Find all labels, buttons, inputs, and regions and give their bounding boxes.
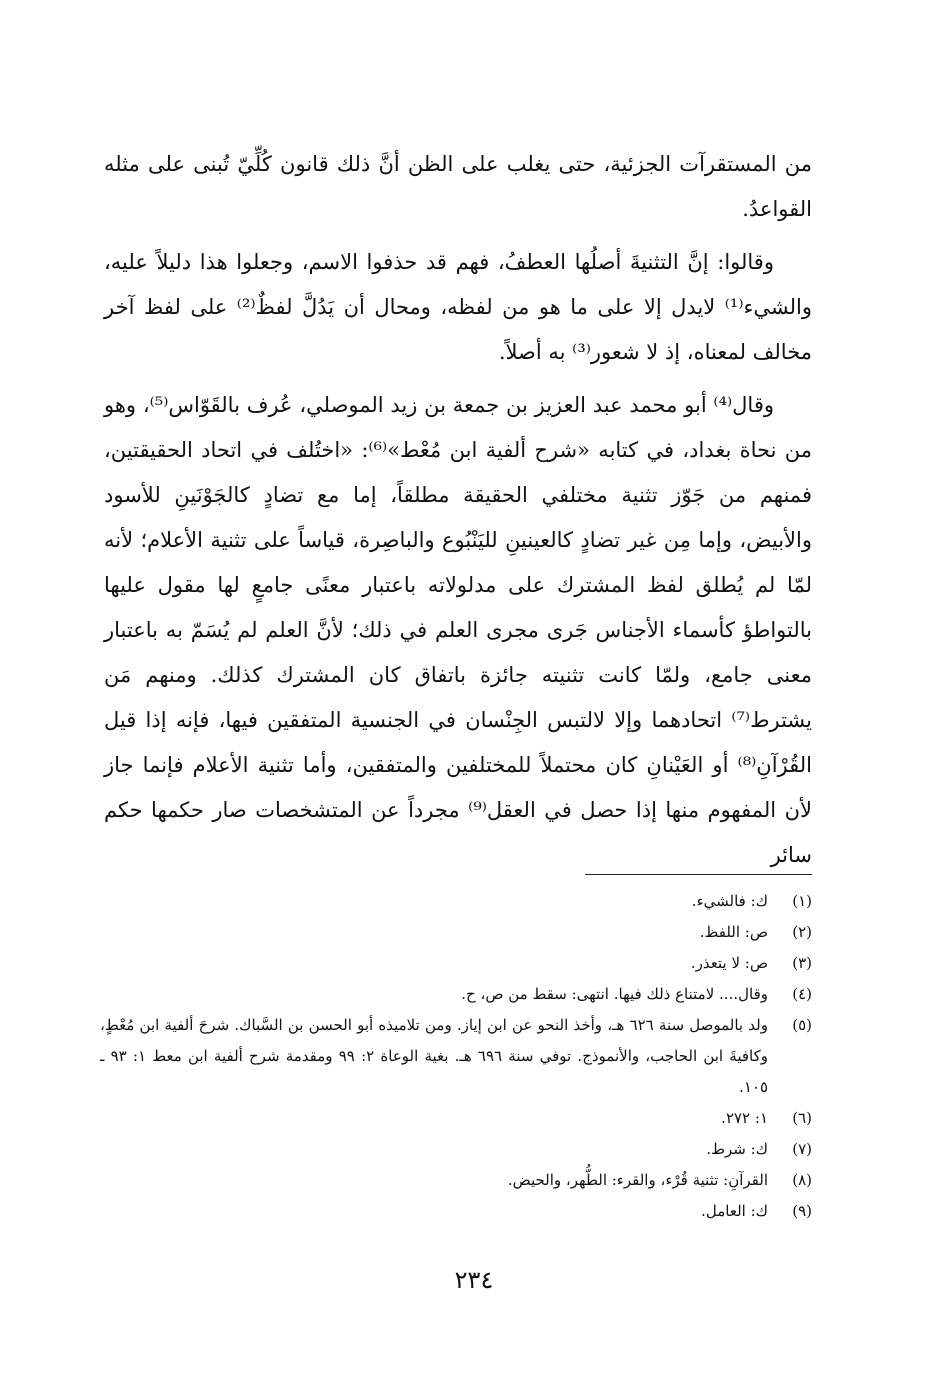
footnote bbox=[100, 886, 812, 917]
paragraph-3: وقال⁽⁴⁾ أبو محمد عبد العزيز بن جمعة بن زيد الموصلي، عُرف بالقَوّاس⁽⁵⁾، وهو من نحاة بغداد، في كتابه «شرح ألفية ابن مُعْط»⁽⁶⁾: «اختُلف في اتحاد الحقيقتين، فمنهم من جَوّز تثنية مختلفي الحقيقة مطلقاً، إما مع تضادٍ كالجَوْنَينِ للأسود والأبيض، وإما مِن غير تضادٍ كالعينينِ لليَنْبُوع والباصِرة، قياساً على تثنية الأعلام؛ لأنه لمّا لم يُطلق لفظ المشترك على مدلولاته باعتبار معنًى جامعٍ لها مقول عليها بالتواطؤ كأسماء الأجناس جَرى مجرى العلم في ذلك؛ لأنَّ العلم لم يُسَمّ به باعتبار معنى جامع، ولمّا كانت تثنيته جائزة باتفاق كان المشترك كذلك. ومنهم مَن يشترط⁽⁷⁾ اتحادهما وإلا لالتبس الجِنْسان في الجنسية المتفقين فيها، فإنه إذا قيل القُرْآنِ⁽⁸⁾ أو العَيْنانِ كان محتملاً للمختلفين والمتفقين، وأما تثنية الأعلام فإنما جاز لأن المفهوم منها إذا حصل في العقل⁽⁹⁾ مجرداً عن المتشخصات صار حكمها حكم سائر bbox=[104, 393, 812, 867]
footnote-number: (٩) bbox=[792, 1202, 812, 1220]
footnote-number: (٥) bbox=[792, 1016, 812, 1034]
paragraph-2: وقالوا: إنَّ التثنيةَ أصلُها العطفُ، فهم قد حذفوا الاسم، وجعلوا هذا دليلاً عليه، والشيء⁽¹⁾ لايدل إلا على ما هو من لفظه، ومحال أن يَدُلَّ لفظٌ⁽²⁾ على لفظ آخر مخالف لمعناه، إذ لا شعور⁽³⁾ به أصلاً. bbox=[104, 250, 812, 364]
footnote bbox=[100, 1165, 812, 1196]
footnote-text: ك: فالشيء. bbox=[691, 892, 768, 910]
footnote-number: (٨) bbox=[792, 1171, 812, 1189]
footnote-number: (٣) bbox=[792, 954, 812, 972]
footnote bbox=[100, 1134, 812, 1165]
footnote-text: وقال.... لامتناع ذلك فيها. انتهى: سقط من ص، ح. bbox=[461, 985, 768, 1003]
footnote-number: (٦) bbox=[792, 1109, 812, 1127]
footnote-text: ك: العامل. bbox=[701, 1202, 768, 1220]
footnote-text: ١: ٢٧٢. bbox=[721, 1109, 768, 1127]
page-number: ٢٣٤ bbox=[454, 1266, 494, 1294]
footnote-text: ك: شرط. bbox=[706, 1140, 768, 1158]
footnote-number: (٢) bbox=[792, 923, 812, 941]
footnote-text: ص: لا يتعذر. bbox=[690, 954, 768, 972]
footnote-separator bbox=[585, 874, 812, 875]
footnote bbox=[100, 917, 812, 948]
footnotes bbox=[100, 886, 812, 1227]
main-text bbox=[104, 142, 812, 878]
footnote bbox=[100, 948, 812, 979]
footnote-text: ص: اللفظ. bbox=[699, 923, 768, 941]
footnote-text: ولد بالموصل سنة ٦٢٦ هـ، وأخذ النحو عن ابن إياز. ومن تلاميذه أبو الحسن بن السَّباك. شرحَ ألفية ابن مُعْطٍ، وكافيةَ ابن الحاجب، والأنموذج. توفي سنة ٦٩٦ هـ. بغية الوعاة ٢: ٩٩ ومقدمة شرح ألفية ابن معط ١: ٩٣ ـ ١٠٥. bbox=[100, 1016, 768, 1096]
paragraph-1: من المستقرآت الجزئية، حتى يغلب على الظن أنَّ ذلك قانون كُلِّيّ تُبنى على مثله القواعدُ. bbox=[104, 152, 812, 221]
footnote bbox=[100, 1010, 812, 1103]
footnote-number: (٤) bbox=[792, 985, 812, 1003]
footnote bbox=[100, 1196, 812, 1227]
footnote bbox=[100, 1103, 812, 1134]
footnote-number: (٧) bbox=[792, 1140, 812, 1158]
footnote bbox=[100, 979, 812, 1010]
footnote-text: القرآنِ: تثنية قُرْء، والقرء: الطُّهر، والحيض. bbox=[507, 1171, 768, 1189]
footnote-number: (١) bbox=[792, 892, 812, 910]
